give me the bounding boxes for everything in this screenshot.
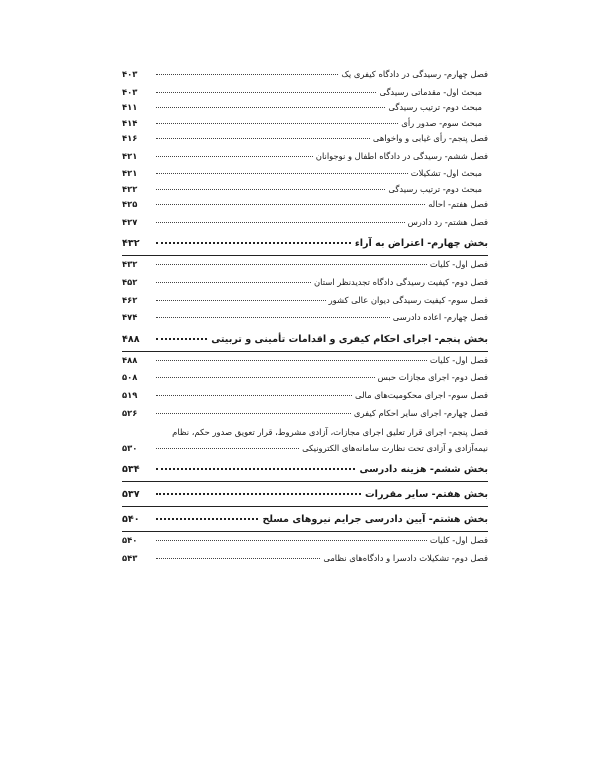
toc-entry[interactable]	[122, 355, 488, 373]
entry-page: ۴۲۱	[122, 168, 138, 179]
toc-entry[interactable]	[122, 69, 488, 87]
toc-entry[interactable]	[122, 199, 488, 217]
entry-title: مبحث دوم- ترتیب رسیدگی	[388, 102, 482, 113]
dot-leader	[156, 222, 405, 223]
dot-leader	[156, 204, 425, 205]
section-page: ۴۳۲	[122, 238, 140, 250]
dot-leader	[156, 138, 370, 139]
entry-title: فصل هشتم- رد دادرس	[407, 216, 488, 227]
entry-page: ۵۰۸	[122, 372, 138, 383]
entry-title: فصل ششم- رسیدگی در دادگاه اطفال و نوجوانان	[315, 150, 488, 161]
toc-entry[interactable]	[122, 102, 488, 118]
entry-page: ۴۸۸	[122, 354, 138, 365]
divider	[122, 351, 488, 352]
section-page: ۴۸۸	[122, 333, 140, 345]
entry-title: فصل دوم- تشکیلات دادسرا و دادگاه‌های نظامی	[323, 552, 488, 563]
toc-entry-multiline[interactable]	[122, 425, 488, 456]
entry-title: مبحث اول- مقدماتی رسیدگی	[379, 86, 482, 97]
entry-title: مبحث اول- تشکیلات	[410, 168, 482, 179]
entry-page: ۵۴۳	[122, 552, 138, 563]
dot-leader	[156, 413, 351, 414]
entry-page: ۵۲۶	[122, 407, 138, 418]
divider	[122, 481, 488, 482]
entry-page: ۴۱۶	[122, 133, 138, 144]
section-heading[interactable]	[122, 234, 488, 255]
table-of-contents	[122, 69, 488, 570]
dot-leader	[156, 282, 311, 283]
entry-title: فصل چهارم- رسیدگی در دادگاه کیفری یک	[341, 69, 488, 79]
entry-page: ۴۲۷	[122, 216, 138, 227]
dot-leader	[156, 338, 207, 340]
dot-leader	[156, 540, 427, 541]
dot-leader	[156, 92, 376, 93]
entry-title: فصل اول- کلیات	[429, 535, 488, 546]
entry-title: مبحث سوم- صدور رأی	[401, 117, 482, 128]
section-title: بخش هشتم- آیین دادرسی جرایم نیروهای مسلح	[262, 514, 488, 526]
dot-leader	[156, 242, 351, 244]
toc-entry[interactable]	[122, 277, 488, 295]
entry-title: فصل سوم- کیفیت رسیدگی دیوان عالی کشور	[328, 294, 488, 305]
dot-leader	[156, 173, 408, 174]
entry-title: فصل دوم- کیفیت رسیدگی دادگاه تجدیدنظر استان	[314, 277, 488, 288]
toc-entry[interactable]	[122, 133, 488, 151]
dot-leader	[156, 123, 398, 124]
entry-page: ۴۱۴	[122, 117, 138, 128]
entry-page: ۴۷۴	[122, 312, 138, 323]
dot-leader	[156, 189, 385, 190]
toc-entry[interactable]	[122, 553, 488, 571]
entry-page: ۴۲۱	[122, 150, 138, 161]
entry-page: ۴۰۳	[122, 69, 138, 79]
dot-leader	[156, 300, 326, 301]
divider	[122, 506, 488, 507]
section-title: بخش هفتم- سایر مقررات	[365, 489, 488, 501]
toc-entry[interactable]	[122, 312, 488, 330]
divider	[122, 255, 488, 256]
section-heading[interactable]	[122, 485, 488, 506]
dot-leader	[156, 448, 299, 449]
entry-page: ۴۳۲	[122, 259, 138, 270]
entry-page: ۴۱۱	[122, 102, 138, 113]
entry-page: ۴۲۲	[122, 183, 138, 194]
section-page: ۵۳۴	[122, 464, 140, 476]
entry-title-line2: نیمه‌آزادی و آزادی تحت نظارت سامانه‌های الکترونیکی	[302, 442, 488, 453]
entry-page: ۵۱۹	[122, 390, 138, 401]
toc-entry[interactable]	[122, 408, 488, 426]
toc-entry[interactable]	[122, 184, 488, 200]
entry-title: فصل هفتم- احاله	[428, 199, 488, 210]
entry-page: ۵۳۰	[122, 442, 138, 453]
dot-leader	[156, 468, 355, 470]
dot-leader	[156, 74, 338, 75]
entry-title: مبحث دوم- ترتیب رسیدگی	[388, 183, 482, 194]
section-page: ۵۴۰	[122, 514, 140, 526]
toc-entry[interactable]	[122, 118, 488, 134]
section-title: بخش پنجم- اجرای احکام کیفری و اقدامات تأمینی و تربیتی	[211, 333, 488, 345]
toc-entry[interactable]	[122, 151, 488, 169]
dot-leader	[156, 360, 427, 361]
section-page: ۵۳۷	[122, 489, 140, 501]
divider	[122, 531, 488, 532]
dot-leader	[156, 264, 427, 265]
section-heading[interactable]	[122, 460, 488, 481]
dot-leader	[156, 493, 361, 495]
entry-page: ۴۰۳	[122, 86, 138, 97]
entry-page: ۴۲۵	[122, 199, 138, 210]
dot-leader	[156, 518, 258, 520]
entry-title: فصل پنجم- رأی غیابی و واخواهی	[372, 133, 488, 144]
entry-page: ۴۵۲	[122, 277, 138, 288]
entry-title: فصل چهارم- اجرای سایر احکام کیفری	[353, 407, 488, 418]
dot-leader	[156, 317, 390, 318]
section-heading[interactable]	[122, 330, 488, 351]
entry-title-line1: فصل پنجم- اجرای قرار تعلیق اجرای مجازات، آزادی مشروط، قرار تعویق صدور حکم، نظام	[172, 427, 488, 438]
entry-title: فصل اول- کلیات	[429, 354, 488, 365]
dot-leader	[156, 107, 385, 108]
dot-leader	[156, 395, 352, 396]
toc-entry[interactable]	[122, 295, 488, 313]
entry-title: فصل اول- کلیات	[429, 259, 488, 270]
entry-title: فصل دوم- اجرای مجازات حبس	[377, 372, 488, 383]
toc-entry[interactable]	[122, 372, 488, 390]
dot-leader	[156, 156, 313, 157]
entry-page: ۵۴۰	[122, 535, 138, 546]
entry-page: ۴۶۲	[122, 294, 138, 305]
dot-leader	[156, 558, 320, 559]
section-title: بخش چهارم- اعتراض به آراء	[354, 238, 488, 250]
toc-entry[interactable]	[122, 168, 488, 184]
toc-entry[interactable]	[122, 259, 488, 277]
toc-entry[interactable]	[122, 87, 488, 103]
toc-entry[interactable]	[122, 390, 488, 408]
section-heading[interactable]	[122, 510, 488, 531]
dot-leader	[156, 377, 375, 378]
section-title: بخش ششم- هزینه دادرسی	[359, 464, 488, 476]
entry-title: فصل چهارم- اعاده دادرسی	[392, 312, 488, 323]
toc-entry[interactable]	[122, 535, 488, 553]
toc-entry[interactable]	[122, 217, 488, 235]
entry-title: فصل سوم- اجرای محکومیت‌های مالی	[355, 390, 488, 401]
